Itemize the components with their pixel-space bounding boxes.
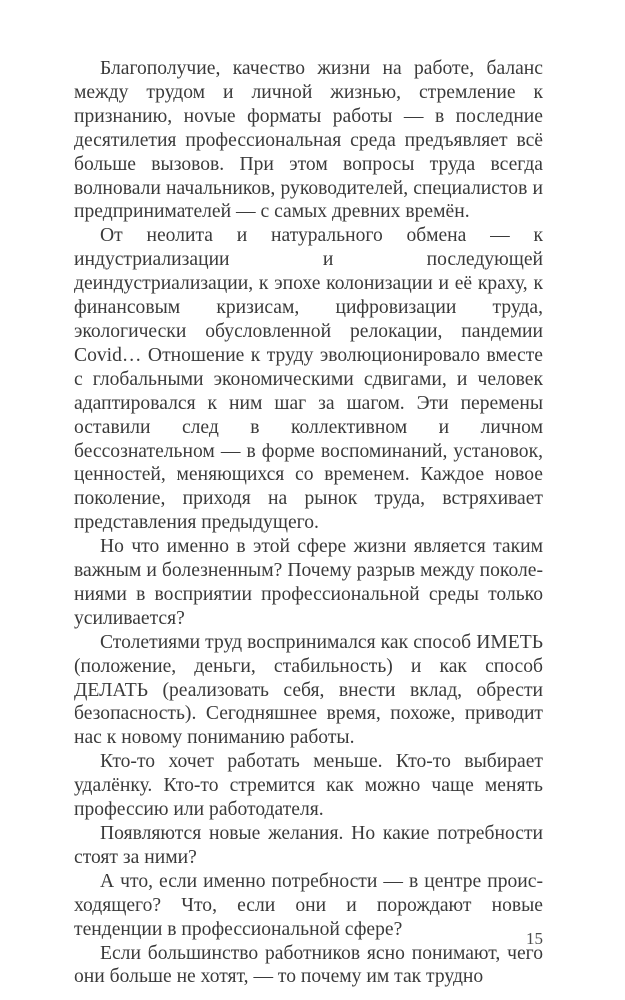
body-text <box>74 57 543 989</box>
page-number: 15 <box>526 929 543 948</box>
paragraph: А что, если именно потребности — в центре происходящего? Что, если они и порождают новые тенденции в профессиональной сфере? <box>74 870 543 940</box>
paragraph: Но что именно в этой сфере жизни является таким важным и болезненным? Почему разрыв между поколениями в восприятии профессиональной среды только усиливается? <box>74 536 543 629</box>
paragraph: Если большинство работников ясно понимают, чего они больше не хотят, — то почему им так трудно <box>74 942 543 988</box>
paragraph: Столетиями труд воспринимался как способ ИМЕТЬ (положение, деньги, стабильность) и как способ ДЕЛАТЬ (реализовать себя, внести вклад, обрести безопасность). Сегодняшнее время, похоже, приводит нас к новому пониманию работы. <box>74 631 543 749</box>
paragraph: Кто-то хочет работать меньше. Кто-то выбирает удалёнку. Кто-то стремится как можно чаще менять профессию или работодателя. <box>74 751 543 821</box>
paragraph: Благополучие, качество жизни на работе, баланс между трудом и личной жизнью, стремление к признанию, ноvые форматы работы — в последние десятилетия профессиональная среда предъявляет всё больше вызовов. При этом вопросы труда всегда волновали начальников, руководителей, специалистов и предпринимателей — с самых древних времён. <box>74 58 543 223</box>
paragraph: Появляются новые желания. Но какие потребности стоят за ними? <box>74 823 543 868</box>
paragraph: От неолита и натурального обмена — к индустриализации и последующей деиндустриализации, к эпохе колонизации и её краху, к финансовым кризисам, цифровизации труда, экологически обусловленной релокации, пандемии Covid… Отношение к труду эволюционировало вместе с глобальными экономическими сдвигами, и человек адаптировался к ним шаг за шагом. Эти перемены оставили след в коллективном и личном бессознательном — в форме воспоминаний, установок, ценностей, меняющихся со временем. Каждое новое поколение, приходя на рынок труда, встряхивает представления предыдущего. <box>74 225 543 534</box>
